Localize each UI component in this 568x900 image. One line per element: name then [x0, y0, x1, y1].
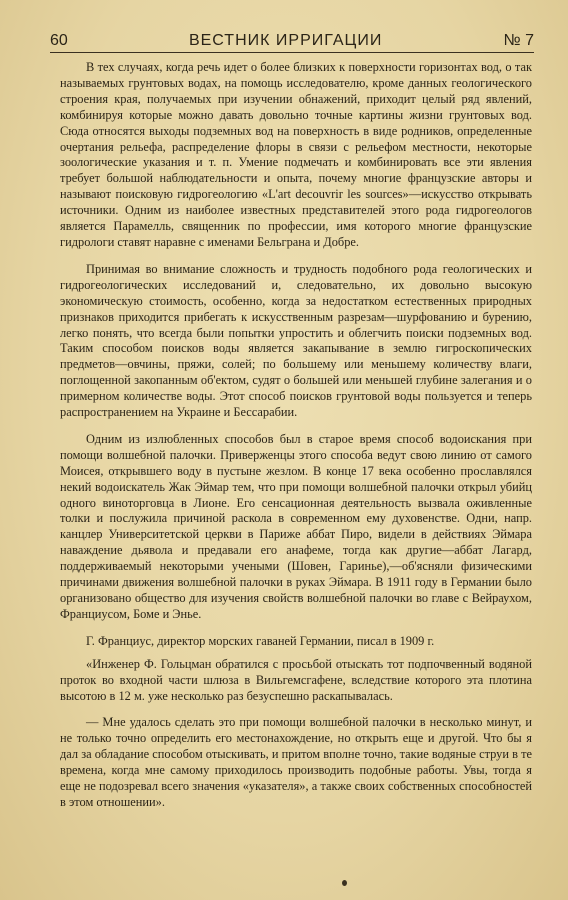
- page-number: 60: [50, 32, 68, 49]
- paragraph-6-quote: — Мне удалось сделать это при помощи волшебной палочки в несколько минут, и не только точно определить его местонахождение, но открыть еще и другой. Что бы я дал за обладание способом отыскивать, и притом вполне точно, такие водяные струи в те времена, когда мне самому приходилось производить подобные работы. Увы, тогда я еще не подозревал всего значения «указателя», а также своих собственных способностей в этом отношении».: [60, 715, 532, 809]
- page-header: [50, 24, 534, 53]
- paragraph-2: Принимая во внимание сложность и трудность подобного рода геологических и гидрогеологических исследований и, следовательно, их довольно высокую экономическую стоимость, особенно, когда за недостатком естественных природных признаков приходится прибегать к искусственным разрезам—шурфованию и бурению, легко понять, что всегда были попытки упростить и облегчить поиски подземных вод. Таким способом поисков воды является закапывание в землю гигроскопических предметов—овчины, пряжи, солей; по большему или меньшему количеству влаги, поглощенной закопанным об'ектом, судят о большей или меньшей глубине залегания и о примерном количестве воды. Этот способ поисков грунтовой воды пользуется и теперь распространением на Украине и Бессарабии.: [60, 261, 532, 420]
- paragraph-4: Г. Франциус, директор морских гаваней Германии, писал в 1909 г.: [86, 633, 435, 648]
- issue-number: № 7: [503, 32, 534, 49]
- article-body: [60, 60, 532, 811]
- paragraph-1: В тех случаях, когда речь идет о более близких к поверхности горизонтах вод, о так называемых грунтовых водах, на помощь исследователю, кроме данных геологического строения края, получаемых при изучении обнажений, приходит целый ряд явлений, комбинируя которые можно давать довольно точные картины жизни грунтовых вод. Сюда относятся выходы подземных вод на поверхность в виде родников, определенные очертания рельефа, распределение флоры в связи с рельефом местности, некоторые зоологические указания и т. п. Умение подмечать и комбинировать все эти явления требует большой наблюдательности и опыта, почему многие французские авторы и называют поисковую гидрогеологию «L'art decouvrir les sources»—искусство открывать источники. Одним из наиболее известных представителей этого рода гидрогеологов является Парамелль, священник по профессии, имя которого многие французские гидрологи ставят наравне с именами Бельграна и Добре.: [60, 60, 532, 249]
- journal-title: ВЕСТНИК ИРРИГАЦИИ: [188, 32, 383, 49]
- footer-dot: [342, 880, 347, 886]
- paragraph-3: Одним из излюбленных способов был в старое время способ водоискания при помощи волшебной палочки. Приверженцы этого способа ведут свою линию от самого Моисея, открывшего воду в пустыне жезлом. В конце 17 века особенно прославлялся некий водоискатель Жак Эймар тем, что при помощи волшебной палочки открыл убийц одного виноторговца в Лионе. Его сенсационная деятельность вызвала оживленные толки и послужила причиной раскола в современном ему духовенстве. Одни, напр. канцлер Университетской церкви в Париже аббат Пиро, видели в действиях Эймара наваждение дьявола и предавали его анафеме, тогда как другие—аббат Лагард, поддерживаемый некоторыми учеными (Шовен, Гаринье),—об'ясняли физическими причинами движения волшебной палочки в руках Эймара. В 1911 году в Германии было организовано общество для изучения свойств волшебной палочки во главе с Вейраухом, Франциусом, Боме и Энье.: [60, 431, 532, 621]
- paragraph-5-quote: «Инженер Ф. Гольцман обратился с просьбой отыскать тот подпочвенный водяной проток во входной части шлюза в Вильгемсгафене, вследствие которого эта плотина высотою в 12 м. уже несколько раз безуспешно раскапывалась.: [60, 656, 532, 703]
